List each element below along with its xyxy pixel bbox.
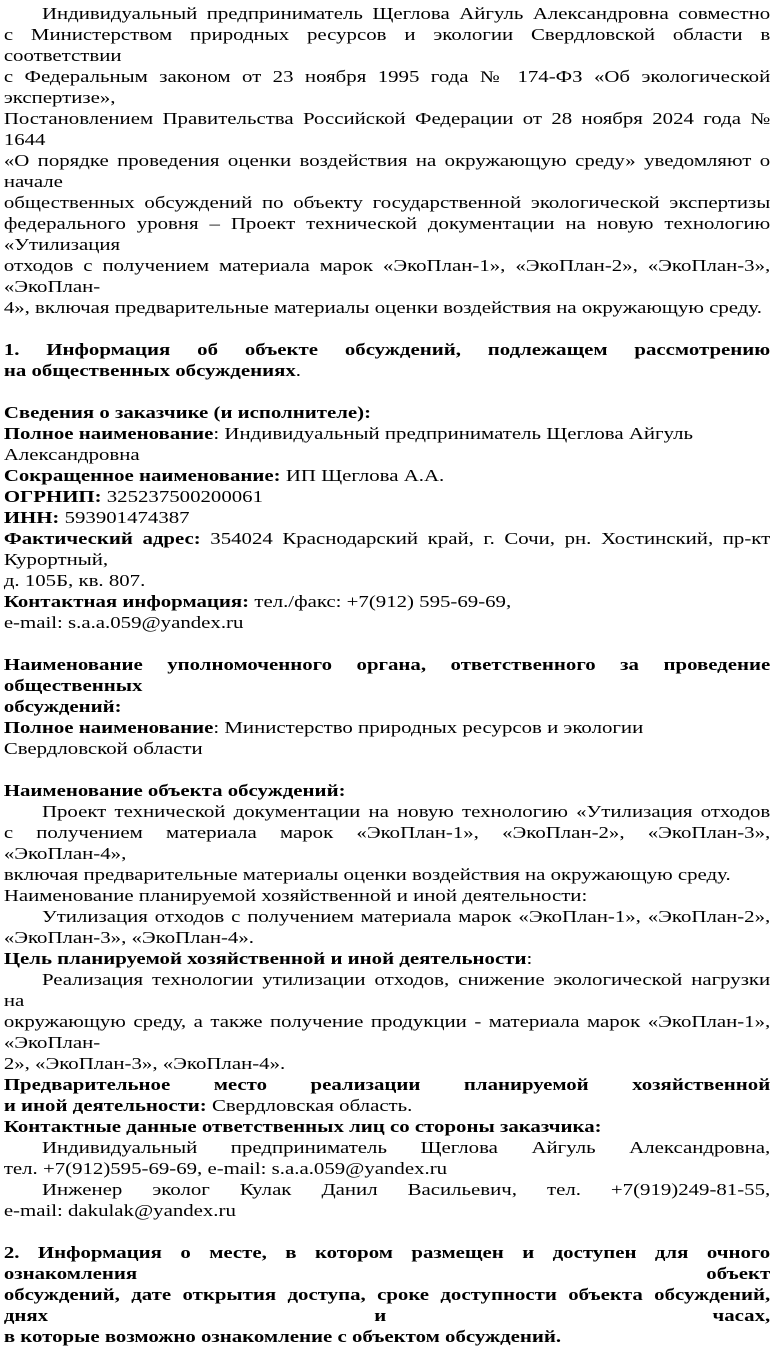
text-line: отходов с получением материала марок «ЭкоПлан-1», «ЭкоПлан-2», «ЭкоПлан-3», «ЭкоПлан- xyxy=(3,256,771,296)
inn-label: ИНН: xyxy=(3,508,60,527)
short-name-value: ИП Щеглова А.А. xyxy=(280,466,445,485)
customer-short-name-row xyxy=(4,465,770,486)
address-line1 xyxy=(4,528,770,570)
text-line: включая предварительные материалы оценки воздействия на окружающую среду. xyxy=(3,865,731,884)
text-line: с получением материала марок «ЭкоПлан-1», «ЭкоПлан-2», «ЭкоПлан-3», «ЭкоПлан-4», xyxy=(3,823,771,863)
text-line: обсуждений, дате открытия доступа, сроке доступности объекта обсуждений, днях и часах, xyxy=(3,1285,771,1325)
text-line: Индивидуальный предприниматель Щеглова Айгуль Александровна совместно xyxy=(41,4,771,23)
text-line: 2. Информация о месте, в котором размещен и доступен для очного ознакомления объект xyxy=(3,1243,771,1283)
blank-line xyxy=(4,1221,770,1242)
section1-heading-line2 xyxy=(4,360,770,381)
location-row xyxy=(4,1074,770,1116)
goal-colon: : xyxy=(526,949,533,968)
short-name-label: Сокращенное наименование: xyxy=(3,466,281,485)
intro-paragraph xyxy=(4,3,770,318)
customer-contact-row xyxy=(4,591,770,612)
text-line: Утилизация отходов с получением материала марок «ЭкоПлан-1», «ЭкоПлан-2», xyxy=(41,907,771,926)
person1-line2: тел. +7(912)595-69-69, e-mail: s.a.a.059@yandex.ru xyxy=(3,1159,448,1178)
customer-email-row: e-mail: s.a.a.059@yandex.ru xyxy=(3,613,244,632)
text-line: 4», включая предварительные материалы оценки воздействия на окружающую среду. xyxy=(3,298,762,317)
text-line: 2», «ЭкоПлан-3», «ЭкоПлан-4». xyxy=(3,1054,286,1073)
section1-heading-period: . xyxy=(295,361,301,380)
address-value-part1: 354024 Краснодарский край, г. Сочи, рн. Хостинский, пр-кт Курортный, xyxy=(3,529,771,569)
section1-heading xyxy=(4,339,770,381)
goal-title xyxy=(4,948,770,969)
customer-address-row xyxy=(4,528,770,591)
text-line: окружающую среду, а также получение продукции - материала марок «ЭкоПлан-1», «ЭкоПлан- xyxy=(3,1012,771,1052)
person2-line2: e-mail: dakulak@yandex.ru xyxy=(3,1201,236,1220)
object-title: Наименование объекта обсуждений: xyxy=(3,781,346,800)
address-label: Фактический адрес: xyxy=(3,529,201,548)
contact-person-1 xyxy=(4,1137,770,1179)
full-name-label: Полное наименование xyxy=(3,424,214,443)
person1-line1: Индивидуальный предприниматель Щеглова Айгуль Александровна, xyxy=(41,1138,771,1157)
location-label: и иной деятельности: xyxy=(3,1096,207,1115)
inn-value: 593901474387 xyxy=(59,508,190,527)
activity-paragraph xyxy=(4,906,770,948)
text-line: Реализация технологии утилизации отходов, снижение экологической нагрузки на xyxy=(3,970,771,1010)
section2-heading xyxy=(4,1242,770,1347)
authority-name-label: Полное наименование xyxy=(3,718,214,737)
text-line: с Министерством природных ресурсов и экологии Свердловской области в соответствии xyxy=(3,25,771,65)
blank-line xyxy=(4,381,770,402)
text-line: Постановлением Правительства Российской Федерации от 28 ноября 2024 года № 1644 xyxy=(3,109,771,149)
goal-label: Цель планируемой хозяйственной и иной деятельности xyxy=(3,949,527,968)
authority-name-value: : Министерство природных ресурсов и экологии Свердловской области xyxy=(3,718,644,758)
text-line: «О порядке проведения оценки воздействия на окружающую среду» уведомляют о начале xyxy=(3,151,771,191)
ogrnip-value: 325237500200061 xyxy=(101,487,264,506)
text-line: Наименование уполномоченного органа, ответственного за проведение общественных xyxy=(3,655,771,695)
activity-title: Наименование планируемой хозяйственной и иной деятельности: xyxy=(3,886,588,905)
person2-line1: Инженер эколог Кулак Данил Васильевич, тел. +7(919)249-81-55, xyxy=(41,1180,771,1199)
contact-info-label: Контактная информация: xyxy=(3,592,250,611)
text-line: Проект технической документации на новую технологию «Утилизация отходов xyxy=(41,802,771,821)
text-line: с Федеральным законом от 23 ноября 1995 года № 174-ФЗ «Об экологической экспертизе», xyxy=(3,67,771,107)
section1-heading-line1: 1. Информация об объекте обсуждений, подлежащем рассмотрению xyxy=(3,340,771,359)
blank-line xyxy=(4,759,770,780)
customer-block-title: Сведения о заказчике (и исполнителе): xyxy=(3,403,372,422)
blank-line xyxy=(4,633,770,654)
project-paragraph xyxy=(4,801,770,885)
ogrnip-label: ОГРНИП: xyxy=(3,487,102,506)
contact-phone-value: тел./факс: +7(912) 595-69-69, xyxy=(249,592,512,611)
customer-full-name-row xyxy=(4,423,770,465)
text-line: общественных обсуждений по объекту государственной экологической экспертизы xyxy=(3,193,771,212)
address-line2: д. 105Б, кв. 807. xyxy=(3,571,146,590)
goal-paragraph xyxy=(4,969,770,1074)
full-name-value: : Индивидуальный предприниматель Щеглова Айгуль Александровна xyxy=(3,424,693,464)
contact-person-2 xyxy=(4,1179,770,1221)
authority-title xyxy=(4,654,770,717)
contacts-title: Контактные данные ответственных лиц со стороны заказчика: xyxy=(3,1117,602,1136)
section1-heading-line2-text: на общественных обсуждениях xyxy=(3,361,296,380)
text-line: обсуждений: xyxy=(3,697,122,716)
authority-full-name-row xyxy=(4,717,770,759)
location-value: Свердловская область. xyxy=(206,1096,413,1115)
location-line2 xyxy=(4,1095,770,1116)
text-line: «ЭкоПлан-3», «ЭкоПлан-4». xyxy=(3,928,254,947)
text-line: в которые возможно ознакомление с объектом обсуждений. xyxy=(3,1327,562,1346)
text-line: федерального уровня – Проект технической документации на новую технологию «Утилизация xyxy=(3,214,771,254)
customer-ogrnip-row xyxy=(4,486,770,507)
customer-inn-row xyxy=(4,507,770,528)
location-line1: Предварительное место реализации планируемой хозяйственной xyxy=(3,1075,771,1094)
blank-line xyxy=(4,318,770,339)
